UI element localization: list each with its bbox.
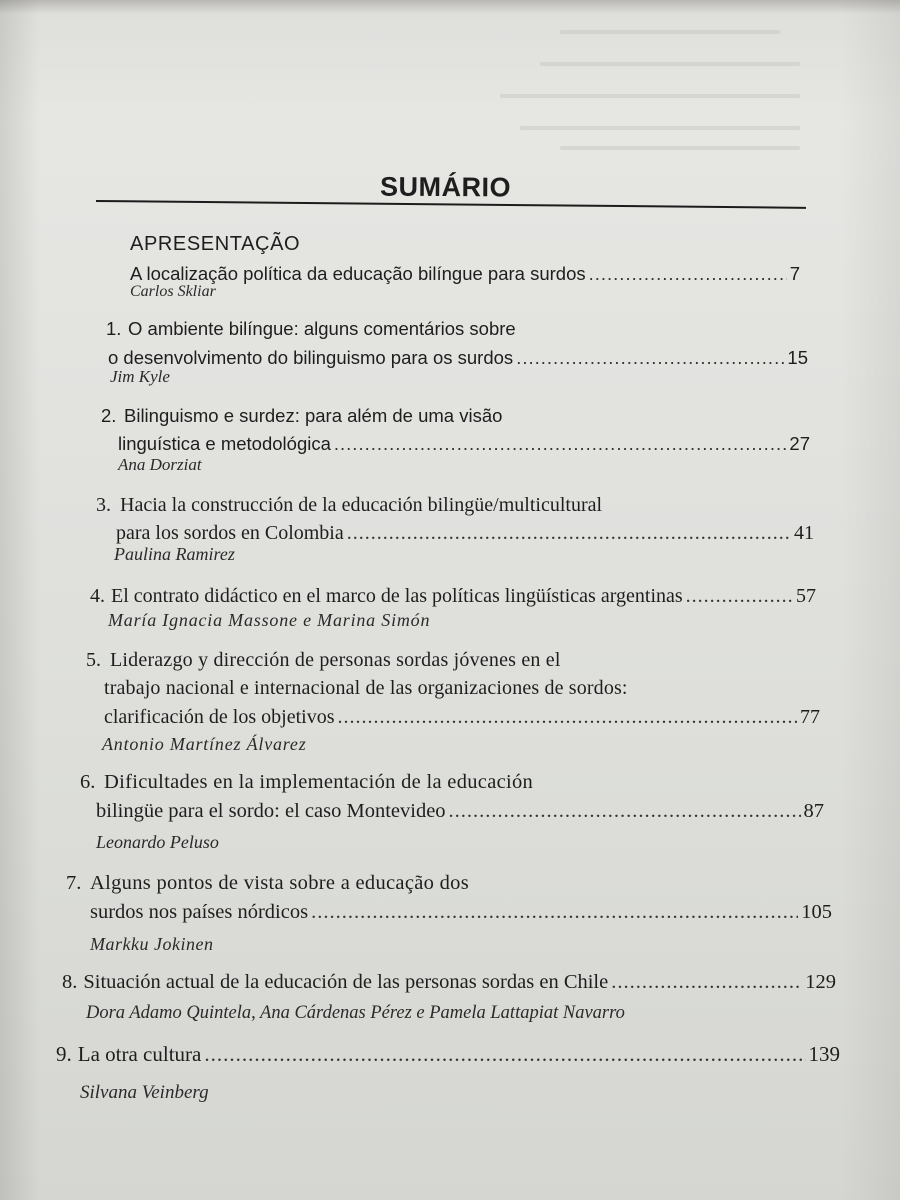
dot-leader: [337, 705, 797, 729]
entry-title: A localização política da educação bilíngue para surdos: [130, 263, 586, 284]
entry-title-line: Alguns pontos de vista sobre a educação dos: [90, 872, 469, 894]
entry-author: Jim Kyle: [110, 367, 170, 386]
entry-author: Leonardo Peluso: [96, 832, 219, 852]
entry-title-line: El contrato didáctico en el marco de las políticas lingüísticas argentinas: [111, 585, 683, 607]
dot-leader: [589, 262, 787, 286]
entry-title-line: o desenvolvimento do bilinguismo para os surdos: [108, 347, 514, 368]
presentation-label: APRESENTAÇÃO: [130, 233, 301, 255]
entry-title-line: surdos nos países nórdicos: [90, 901, 309, 923]
entry-author: Ana Dorziat: [118, 455, 202, 474]
entry-title-line: Bilinguismo e surdez: para além de uma visão: [124, 405, 503, 426]
page-number: 15: [787, 347, 808, 368]
page-number: 105: [801, 901, 832, 923]
toc-line: [96, 799, 824, 823]
page-number: 77: [800, 706, 820, 728]
dot-leader: [311, 900, 798, 924]
entry-number: 3.: [96, 494, 111, 516]
dot-leader: [449, 799, 801, 823]
toc-line: [90, 584, 816, 608]
dot-leader: [347, 521, 791, 545]
entry-title-line: La otra cultura: [77, 1042, 202, 1066]
dot-leader: [204, 1042, 805, 1066]
page-number: 87: [803, 800, 824, 822]
entry-number: 2.: [101, 405, 117, 426]
page-number: 139: [808, 1042, 840, 1066]
entry-number: 8.: [62, 971, 78, 993]
page-number: 7: [789, 263, 800, 284]
page-number: 57: [796, 585, 816, 607]
toc-line: [118, 432, 810, 456]
entry-number: 1.: [106, 318, 122, 339]
toc-line: [116, 521, 814, 545]
entry-title-line: O ambiente bilíngue: alguns comentários sobre: [128, 318, 516, 339]
entry-title-line: trabajo nacional e internacional de las organizaciones de sordos:: [104, 677, 628, 699]
dot-leader: [334, 432, 787, 456]
entry-number: 7.: [66, 872, 82, 894]
toc-line: [130, 262, 800, 286]
page-title: SUMÁRIO: [379, 171, 512, 203]
entry-author: Silvana Veinberg: [80, 1082, 209, 1103]
toc-line: [108, 346, 808, 370]
entry-title-line: Situación actual de la educación de las personas sordas en Chile: [83, 971, 609, 993]
entry-author: María Ignacia Massone e Marina Simón: [108, 610, 431, 630]
entry-title-line: linguística e metodológica: [118, 433, 331, 454]
entry-author: Antonio Martínez Álvarez: [102, 734, 307, 754]
dot-leader: [686, 584, 793, 608]
page-number: 41: [794, 522, 814, 544]
page-number: 129: [805, 971, 836, 993]
entry-author: Carlos Skliar: [130, 283, 216, 300]
toc-line: [62, 970, 836, 994]
toc-line: [104, 705, 820, 729]
entry-number: 5.: [86, 649, 101, 671]
entry-title-line: para los sordos en Colombia: [116, 522, 344, 544]
entry-title-line: Dificultades en la implementación de la educación: [104, 771, 534, 793]
dot-leader: [516, 346, 784, 370]
entry-title-line: Liderazgo y dirección de personas sordas jóvenes en el: [110, 649, 561, 671]
entry-number: 6.: [80, 771, 96, 793]
entry-number: 4.: [90, 585, 105, 607]
page-number: 27: [789, 433, 810, 454]
entry-author: Paulina Ramirez: [114, 544, 235, 564]
entry-number: 9.: [56, 1042, 72, 1066]
toc-line: [56, 1042, 840, 1066]
toc-line: [90, 900, 832, 924]
dot-leader: [611, 970, 802, 994]
entry-title-line: bilingüe para el sordo: el caso Montevideo: [96, 800, 446, 822]
entry-author: Dora Adamo Quintela, Ana Cárdenas Pérez e Pamela Lattapiat Navarro: [86, 1003, 625, 1023]
entry-title-line: Hacia la construcción de la educación bilingüe/multicultural: [120, 494, 603, 516]
entry-author: Markku Jokinen: [90, 934, 214, 954]
entry-title-line: clarificación de los objetivos: [104, 706, 335, 728]
